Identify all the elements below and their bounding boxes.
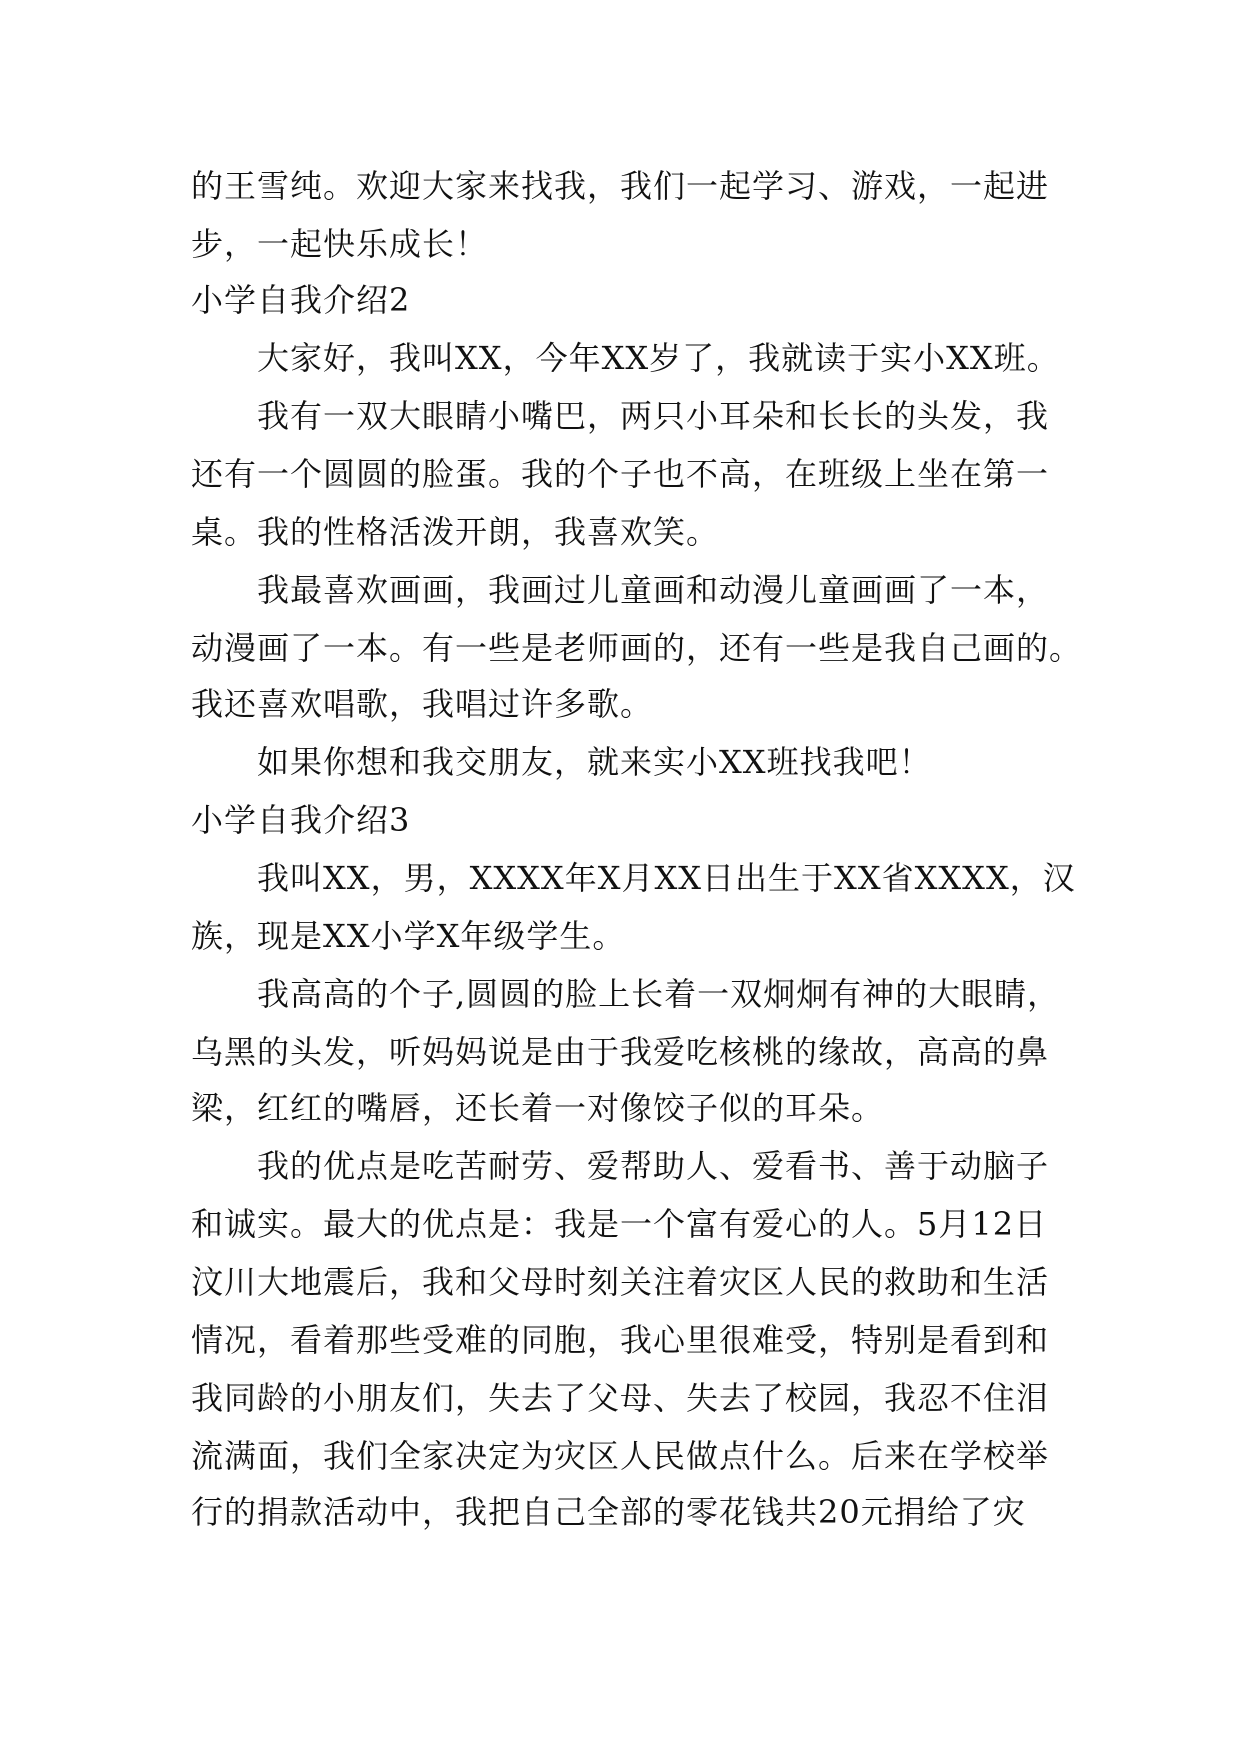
section-heading: 小学自我介绍3	[191, 801, 411, 839]
text-line: 的王雪纯。欢迎大家来找我，我们一起学习、游戏，一起进	[191, 167, 1050, 205]
text-line: 行的捐款活动中，我把自己全部的零花钱共20元捐给了灾	[191, 1493, 1026, 1531]
text-line: 我叫XX，男，XXXX年X月XX日出生于XX省XXXX，汉	[257, 859, 1076, 897]
text-line: 我还喜欢唱歌，我唱过许多歌。	[191, 685, 654, 723]
text-line: 还有一个圆圆的脸蛋。我的个子也不高，在班级上坐在第一	[191, 455, 1050, 493]
text-line: 我的优点是吃苦耐劳、爱帮助人、爱看书、善于动脑子	[257, 1147, 1050, 1185]
text-line: 大家好，我叫XX，今年XX岁了，我就读于实小XX班。	[257, 339, 1060, 377]
text-line: 和诚实。最大的优点是：我是一个富有爱心的人。5月12日	[191, 1205, 1048, 1243]
text-line: 我高高的个子,圆圆的脸上长着一双炯炯有神的大眼睛，	[257, 975, 1061, 1013]
text-line: 我同龄的小朋友们，失去了父母、失去了校园，我忍不住泪	[191, 1379, 1050, 1417]
text-line: 汶川大地震后，我和父母时刻关注着灾区人民的救助和生活	[191, 1263, 1050, 1301]
text-line: 我最喜欢画画，我画过儿童画和动漫儿童画画了一本，	[257, 571, 1050, 609]
text-line: 我有一双大眼睛小嘴巴，两只小耳朵和长长的头发，我	[257, 397, 1050, 435]
text-line: 乌黑的头发，听妈妈说是由于我爱吃核桃的缘故，高高的鼻	[191, 1033, 1050, 1071]
text-line: 情况，看着那些受难的同胞，我心里很难受，特别是看到和	[191, 1321, 1050, 1359]
text-line: 梁，红红的嘴唇，还长着一对像饺子似的耳朵。	[191, 1089, 885, 1127]
text-line: 动漫画了一本。有一些是老师画的，还有一些是我自己画的。	[191, 629, 1083, 667]
text-line: 族，现是XX小学X年级学生。	[191, 917, 626, 955]
section-heading: 小学自我介绍2	[191, 281, 411, 319]
text-line: 步，一起快乐成长！	[191, 225, 489, 263]
text-line: 流满面，我们全家决定为灾区人民做点什么。后来在学校举	[191, 1437, 1050, 1475]
text-line: 桌。我的性格活泼开朗，我喜欢笑。	[191, 513, 720, 551]
text-line: 如果你想和我交朋友，就来实小XX班找我吧！	[257, 743, 932, 781]
